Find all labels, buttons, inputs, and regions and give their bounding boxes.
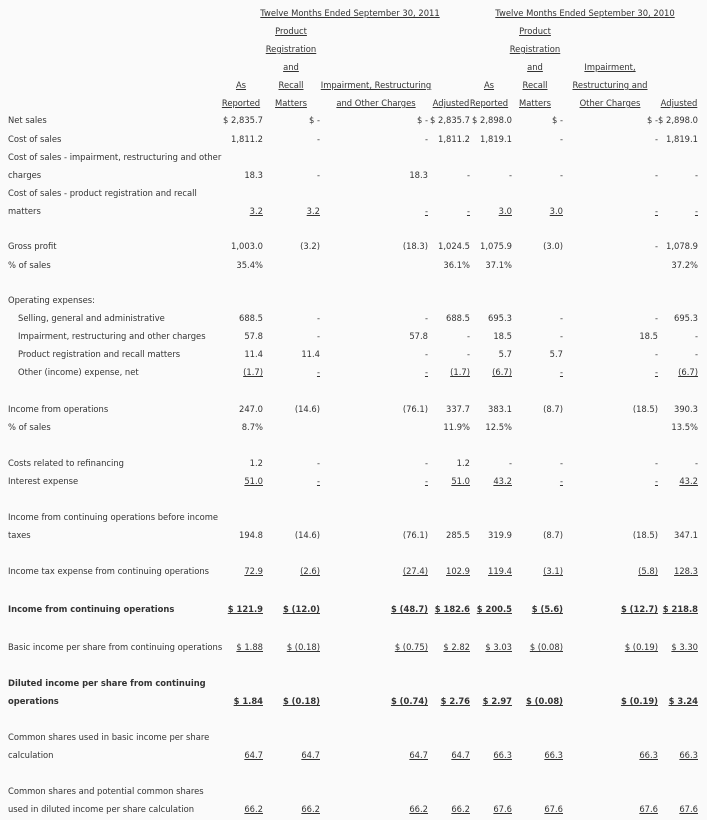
cell-gross-profit-col3: (18.3) (402, 241, 428, 251)
cell-diluted-shares-col6: 67.6 (544, 804, 563, 814)
cell-cos-impairment-col3: 18.3 (409, 170, 428, 180)
cell-prm-col2: 11.4 (301, 349, 320, 359)
cell-ifo-col2: (14.6) (294, 404, 320, 414)
cell-cos-product-registration-col2: 3.2 (306, 206, 320, 216)
cell-diluted-eps-col7: $ (0.19) (620, 696, 658, 706)
cell-gross-profit-col6: (3.0) (543, 241, 563, 251)
cell-diluted-shares-col1: 66.2 (244, 804, 263, 814)
cell-sga-col6: - (559, 313, 563, 323)
cell-ifco-col6: $ (5.6) (531, 604, 563, 614)
row-label-cost-of-sales: Cost of sales (8, 134, 62, 144)
cell-refinancing-col5: - (508, 458, 512, 468)
cell-irc-col2: - (316, 331, 320, 341)
cell-cost-of-sales-col1: 1,811.2 (231, 134, 263, 144)
cell-diluted-eps-col6: $ (0.08) (525, 696, 563, 706)
col-adjusted-2010: Adjusted (660, 98, 698, 108)
col-recall-2011: Recall (278, 80, 304, 90)
col-reported-2010: Reported (469, 98, 509, 108)
cell-other-col3: - (424, 367, 428, 377)
cell-interest-col3: - (424, 476, 428, 486)
row-label-prm: Product registration and recall matters (18, 349, 181, 359)
cell-ifcobt-col7: (18.5) (632, 530, 658, 540)
col-irs-2011-line2: and Other Charges (336, 98, 416, 108)
cell-basic-shares-col6: 66.3 (544, 750, 563, 760)
cell-diluted-eps-col1: $ 1.84 (233, 696, 263, 706)
cell-prm-col5: 5.7 (498, 349, 512, 359)
cell-cost-of-sales-col3: - (424, 134, 428, 144)
cell-refinancing-col7: - (654, 458, 658, 468)
col-and-2011: and (283, 62, 299, 72)
cell-basic-eps-col1: $ 1.88 (236, 642, 263, 652)
cell-refinancing-col8: - (694, 458, 698, 468)
cell-diluted-shares-col3: 66.2 (409, 804, 428, 814)
row-label-diluted-shares-line1: Common shares and potential common shares (8, 786, 204, 796)
cell-diluted-shares-col4: 66.2 (451, 804, 470, 814)
cell-net-sales-col5: $ 2,898.0 (472, 115, 512, 125)
col-product-2010: Product (519, 26, 551, 36)
col-irs-2010-line2: Restructuring and (572, 80, 648, 90)
cell-sga-col4: 688.5 (446, 313, 470, 323)
cell-other-col6: - (559, 367, 563, 377)
cell-prm-col4: - (466, 349, 470, 359)
row-label-cos-product-registration-line1: Cost of sales - product registration and recall (8, 188, 197, 198)
cell-prm-col1: 11.4 (244, 349, 263, 359)
cell-irc-col7: 18.5 (639, 331, 658, 341)
cell-other-col5: (6.7) (492, 367, 512, 377)
cell-net-sales-col4: $ 2,835.7 (430, 115, 470, 125)
cell-diluted-eps-col3: $ (0.74) (390, 696, 428, 706)
cell-other-col8: (6.7) (678, 367, 698, 377)
cell-ifo-col1: 247.0 (239, 404, 263, 414)
col-as-2011: As (235, 80, 247, 90)
cell-ifcobt-col3: (76.1) (402, 530, 428, 540)
cell-gross-profit-col7: - (654, 241, 658, 251)
row-label-diluted-shares-line2: used in diluted income per share calculation (8, 804, 195, 814)
cell-cos-product-registration-col1: 3.2 (249, 206, 263, 216)
cell-basic-shares-col1: 64.7 (244, 750, 263, 760)
cell-cost-of-sales-col2: - (316, 134, 320, 144)
col-registration-2010: Registration (509, 44, 561, 54)
col-and-2010: and (527, 62, 543, 72)
cell-basic-eps-col5: $ 3.03 (485, 642, 512, 652)
cell-basic-eps-col8: $ 3.30 (671, 642, 698, 652)
cell-basic-shares-col2: 64.7 (301, 750, 320, 760)
row-label-cos-impairment-line2: charges (8, 170, 42, 180)
col-irs-2010-line1: Impairment, (584, 62, 636, 72)
cell-diluted-shares-col2: 66.2 (301, 804, 320, 814)
cell-cos-impairment-col1: 18.3 (244, 170, 263, 180)
cell-sga-col1: 688.5 (239, 313, 263, 323)
cell-sga-col7: - (654, 313, 658, 323)
row-label-net-sales: Net sales (8, 115, 47, 125)
cell-cost-of-sales-col6: - (559, 134, 563, 144)
cell-diluted-eps-col4: $ 2.76 (440, 696, 470, 706)
cell-refinancing-col1: 1.2 (249, 458, 263, 468)
period-header-2010: Twelve Months Ended September 30, 2010 (495, 8, 675, 18)
cell-irc-col6: - (559, 331, 563, 341)
row-label-ifcobt-line1: Income from continuing operations before income (8, 512, 219, 522)
cell-tax-col4: 102.9 (446, 566, 470, 576)
cell-basic-eps-col7: $ (0.19) (624, 642, 658, 652)
row-label-ifcobt-line2: taxes (8, 530, 31, 540)
cell-net-sales-col3: $ - (416, 115, 428, 125)
row-label-cos-product-registration-line2: matters (8, 206, 41, 216)
cell-ifo-col6: (8.7) (543, 404, 563, 414)
cell-prm-col3: - (424, 349, 428, 359)
cell-tax-col6: (3.1) (543, 566, 563, 576)
cell-ifcobt-col8: 347.1 (674, 530, 698, 540)
cell-basic-shares-col4: 64.7 (451, 750, 470, 760)
cell-tax-col8: 128.3 (674, 566, 698, 576)
cell-ifcobt-col4: 285.5 (446, 530, 470, 540)
cell-gross-pct-col5: 37.1% (485, 260, 512, 270)
cell-net-sales-col6: $ - (551, 115, 563, 125)
cell-cos-product-registration-col6: 3.0 (549, 206, 563, 216)
cell-interest-col8: 43.2 (679, 476, 698, 486)
cell-interest-col4: 51.0 (451, 476, 470, 486)
cell-irc-col8: - (694, 331, 698, 341)
cell-cos-impairment-col6: - (559, 170, 563, 180)
cell-tax-col2: (2.6) (300, 566, 320, 576)
row-label-diluted-eps-line1: Diluted income per share from continuing (8, 678, 206, 688)
row-label-ifco: Income from continuing operations (8, 604, 175, 614)
cell-net-sales-col7: $ - (646, 115, 658, 125)
col-adjusted-2011: Adjusted (432, 98, 470, 108)
cell-ifcobt-col5: 319.9 (488, 530, 512, 540)
cell-gross-profit-col8: 1,078.9 (666, 241, 698, 251)
cell-ifo-col4: 337.7 (446, 404, 470, 414)
cell-cos-impairment-col7: - (654, 170, 658, 180)
cell-prm-col7: - (654, 349, 658, 359)
cell-ifco-col7: $ (12.7) (620, 604, 658, 614)
cell-gross-profit-col5: 1,075.9 (480, 241, 512, 251)
row-label-ifo-pct: % of sales (8, 422, 51, 432)
cell-sga-col3: - (424, 313, 428, 323)
cell-ifcobt-col1: 194.8 (239, 530, 263, 540)
cell-prm-col6: 5.7 (549, 349, 563, 359)
cell-net-sales-col8: $ 2,898.0 (658, 115, 698, 125)
row-label-tax: Income tax expense from continuing operations (8, 566, 210, 576)
cell-diluted-shares-col7: 67.6 (639, 804, 658, 814)
cell-ifco-col5: $ 200.5 (476, 604, 512, 614)
cell-basic-eps-col4: $ 2.82 (443, 642, 470, 652)
row-label-diluted-eps-line2: operations (8, 696, 59, 706)
cell-basic-shares-col8: 66.3 (679, 750, 698, 760)
cell-gross-profit-col4: 1,024.5 (438, 241, 470, 251)
cell-cos-impairment-col8: - (694, 170, 698, 180)
row-label-basic-shares-line1: Common shares used in basic income per share (8, 732, 210, 742)
cell-cost-of-sales-col8: 1,819.1 (666, 134, 698, 144)
col-as-2010: As (483, 80, 495, 90)
cell-basic-eps-col3: $ (0.75) (394, 642, 428, 652)
cell-refinancing-col3: - (424, 458, 428, 468)
row-label-gross-pct: % of sales (8, 260, 51, 270)
col-matters-2011: Matters (275, 98, 307, 108)
cell-gross-profit-col2: (3.2) (300, 241, 320, 251)
cell-interest-col6: - (559, 476, 563, 486)
cell-cos-impairment-col4: - (466, 170, 470, 180)
row-label-interest: Interest expense (8, 476, 79, 486)
cell-tax-col3: (27.4) (402, 566, 428, 576)
cell-other-col1: (1.7) (243, 367, 263, 377)
col-matters-2010: Matters (519, 98, 551, 108)
row-label-opex-header: Operating expenses: (8, 295, 95, 305)
cell-ifo-col7: (18.5) (632, 404, 658, 414)
cell-ifo-col5: 383.1 (488, 404, 512, 414)
cell-basic-eps-col6: $ (0.08) (529, 642, 563, 652)
cell-interest-col2: - (316, 476, 320, 486)
period-header-2011: Twelve Months Ended September 30, 2011 (260, 8, 440, 18)
cell-other-col2: - (316, 367, 320, 377)
cell-cost-of-sales-col5: 1,819.1 (480, 134, 512, 144)
cell-diluted-eps-col5: $ 2.97 (482, 696, 512, 706)
cell-ifo-col8: 390.3 (674, 404, 698, 414)
cell-irc-col5: 18.5 (493, 331, 512, 341)
row-label-basic-shares-line2: calculation (8, 750, 54, 760)
cell-ifco-col1: $ 121.9 (227, 604, 263, 614)
row-label-refinancing: Costs related to refinancing (8, 458, 124, 468)
cell-cos-product-registration-col8: - (694, 206, 698, 216)
col-irs-2010-line3: Other Charges (579, 98, 641, 108)
cell-tax-col5: 119.4 (488, 566, 512, 576)
cell-cost-of-sales-col4: 1,811.2 (438, 134, 470, 144)
cell-sga-col8: 695.3 (674, 313, 698, 323)
cell-tax-col1: 72.9 (244, 566, 263, 576)
cell-irc-col1: 57.8 (244, 331, 263, 341)
cell-other-col4: (1.7) (450, 367, 470, 377)
cell-ifco-col8: $ 218.8 (662, 604, 698, 614)
row-label-sga: Selling, general and administrative (18, 313, 165, 323)
cell-ifco-col3: $ (48.7) (390, 604, 428, 614)
cell-ifcobt-col6: (8.7) (543, 530, 563, 540)
cell-interest-col1: 51.0 (244, 476, 263, 486)
col-registration-2011: Registration (265, 44, 317, 54)
cell-gross-pct-col1: 35.4% (236, 260, 263, 270)
cell-diluted-shares-col5: 67.6 (493, 804, 512, 814)
col-irs-2011-line1: Impairment, Restructuring (320, 80, 432, 90)
row-label-irc: Impairment, restructuring and other charges (18, 331, 206, 341)
row-label-basic-eps: Basic income per share from continuing operations (8, 642, 223, 652)
cell-prm-col8: - (694, 349, 698, 359)
cell-ifco-col2: $ (12.0) (282, 604, 320, 614)
cell-basic-shares-col5: 66.3 (493, 750, 512, 760)
cell-refinancing-col2: - (316, 458, 320, 468)
cell-interest-col7: - (654, 476, 658, 486)
col-product-2011: Product (275, 26, 307, 36)
cell-net-sales-col1: $ 2,835.7 (223, 115, 263, 125)
cell-cos-product-registration-col3: - (424, 206, 428, 216)
cell-sga-col5: 695.3 (488, 313, 512, 323)
row-label-cos-impairment-line1: Cost of sales - impairment, restructuring and other (8, 152, 222, 162)
row-label-gross-profit: Gross profit (8, 241, 57, 251)
cell-refinancing-col6: - (559, 458, 563, 468)
col-recall-2010: Recall (522, 80, 548, 90)
cell-ifco-col4: $ 182.6 (434, 604, 470, 614)
cell-irc-col3: 57.8 (409, 331, 428, 341)
cell-cos-impairment-col2: - (316, 170, 320, 180)
cell-cos-product-registration-col7: - (654, 206, 658, 216)
cell-interest-col5: 43.2 (493, 476, 512, 486)
cell-irc-col4: - (466, 331, 470, 341)
row-label-ifo: Income from operations (8, 404, 109, 414)
cell-cost-of-sales-col7: - (654, 134, 658, 144)
cell-basic-shares-col3: 64.7 (409, 750, 428, 760)
cell-gross-pct-col4: 36.1% (443, 260, 470, 270)
cell-diluted-shares-col8: 67.6 (679, 804, 698, 814)
cell-basic-eps-col2: $ (0.18) (286, 642, 320, 652)
cell-diluted-eps-col8: $ 3.24 (668, 696, 698, 706)
cell-basic-shares-col7: 66.3 (639, 750, 658, 760)
cell-gross-pct-col8: 37.2% (671, 260, 698, 270)
cell-ifcobt-col2: (14.6) (294, 530, 320, 540)
row-label-other: Other (income) expense, net (18, 367, 139, 377)
cell-other-col7: - (654, 367, 658, 377)
cell-gross-profit-col1: 1,003.0 (231, 241, 263, 251)
cell-ifo-col3: (76.1) (402, 404, 428, 414)
cell-cos-product-registration-col4: - (466, 206, 470, 216)
cell-cos-product-registration-col5: 3.0 (498, 206, 512, 216)
col-reported-2011: Reported (221, 98, 261, 108)
cell-tax-col7: (5.8) (638, 566, 658, 576)
cell-ifo-pct-col1: 8.7% (241, 422, 263, 432)
cell-ifo-pct-col5: 12.5% (485, 422, 512, 432)
cell-refinancing-col4: 1.2 (456, 458, 470, 468)
cell-net-sales-col2: $ - (308, 115, 320, 125)
cell-ifo-pct-col8: 13.5% (671, 422, 698, 432)
cell-ifo-pct-col4: 11.9% (443, 422, 470, 432)
cell-diluted-eps-col2: $ (0.18) (282, 696, 320, 706)
cell-cos-impairment-col5: - (508, 170, 512, 180)
cell-sga-col2: - (316, 313, 320, 323)
